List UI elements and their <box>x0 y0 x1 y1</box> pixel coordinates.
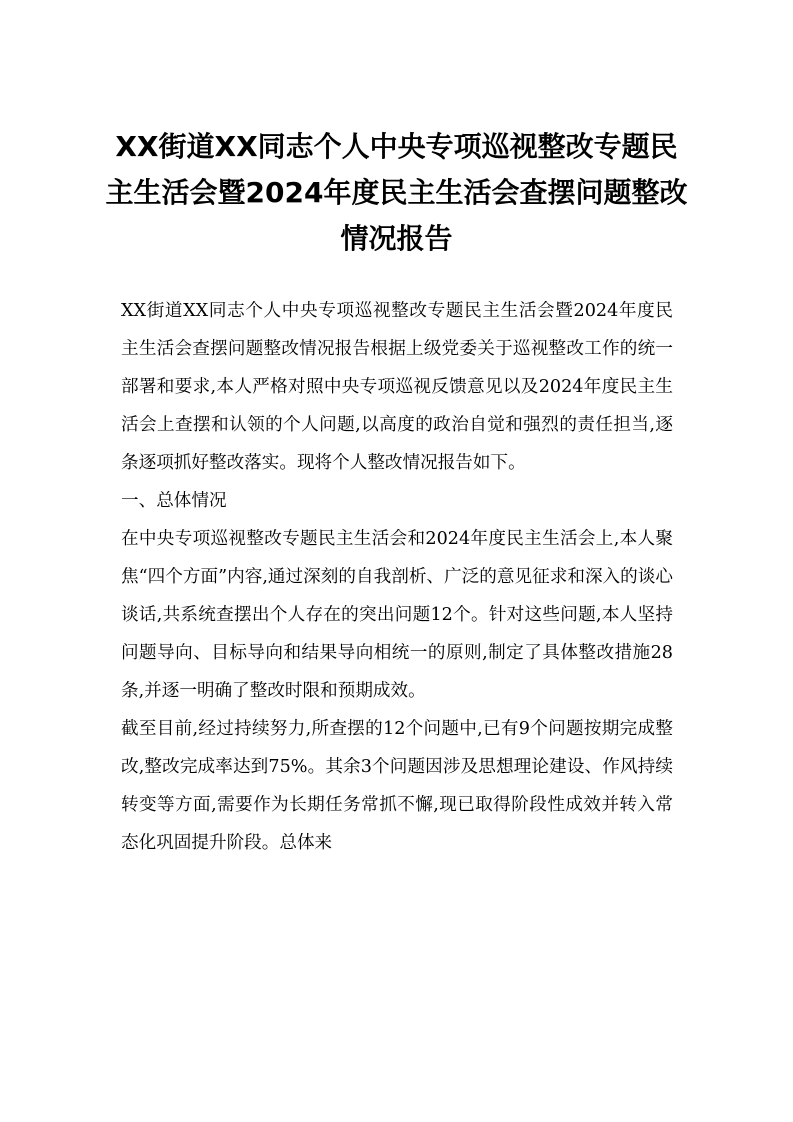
section-heading-overall: 一、总体情况 <box>121 491 227 511</box>
overall-paragraph: 在中央专项巡视整改专题民主生活会和2024年度民主生活会上,本人聚焦“四个方面”内容,通过深刻的自我剖析、广泛的意见征求和深入的谈心谈话,共系统查摆出个人存在的突出问题12个。针对这些问题,本人坚持问题导向、目标导向和结果导向相统一的原则,制定了具体整改措施28条,并逐一明确了整改时限和预期成效。 <box>121 529 673 701</box>
intro-paragraph: XX街道XX同志个人中央专项巡视整改专题民主生活会暨2024年度民主生活会查摆问题整改情况报告根据上级党委关于巡视整改工作的统一部署和要求,本人严格对照中央专项巡视反馈意见以及2024年度民主生活会上查摆和认领的个人问题,以高度的政治自觉和强烈的责任担当,逐条逐项抓好整改落实。现将个人整改情况报告如下。 <box>121 301 673 473</box>
document-title: XX街道XX同志个人中央专项巡视整改专题民主生活会暨2024年度民主生活会查摆问题整改情况报告 <box>105 130 688 255</box>
document-body <box>121 292 673 862</box>
progress-paragraph: 截至目前,经过持续努力,所查摆的12个问题中,已有9个问题按期完成整改,整改完成率达到75%。其余3个问题因涉及思想理论建设、作风持续转变等方面,需要作为长期任务常抓不懈,现已取得阶段性成效并转入常态化巩固提升阶段。总体来 <box>121 719 673 853</box>
